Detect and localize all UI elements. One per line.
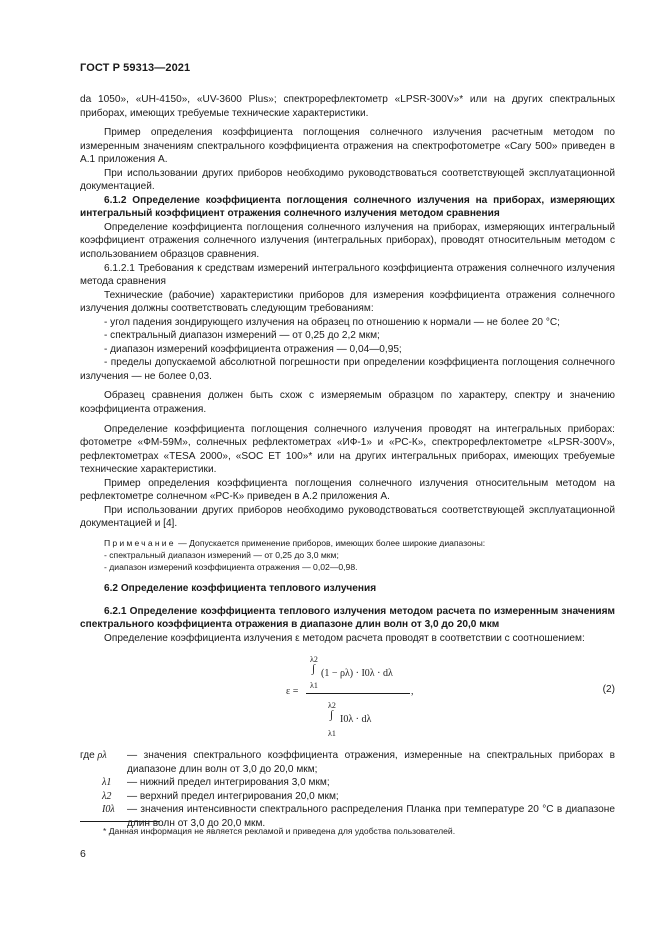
- paragraph: Пример определения коэффициента поглощения солнечного излучения относительным методом на рефлектометре солнечном «РС-К» приведен в А.2 приложения А.: [80, 477, 615, 503]
- numerator-expression: (1 − ρλ) · I0λ · dλ: [321, 668, 393, 680]
- paragraph: Пример определения коэффициента поглощения солнечного излучения расчетным методом по измеренным значениям спектрального коэффициента отражения на спектрофотометре «Cary 500» приведен в А.1 приложения А.: [80, 127, 615, 166]
- document-body: [80, 93, 615, 830]
- denominator-expression: I0λ · dλ: [340, 714, 372, 726]
- paragraph: Определение коэффициента поглощения солнечного излучения проводят на интегральных приборах: фотометре «ФМ-59М», солнечных рефлектометрах «ИФ-1» и «РС-К», спектрорефлектометре «LPSR-300V», рефлектометрах «TESA 2000», «SOC ET 100»* или на других интегральных приборах, имеющих требуемые технические характеристики.: [80, 423, 615, 476]
- paragraph: Определение коэффициента поглощения солнечного излучения на приборах, измеряющих интегральный коэффициент отражения солнечного излучения (интегральных приборах), проводят относительным методом с использованием образцов сравнения.: [80, 221, 615, 261]
- symbol-lambda2: λ2: [102, 790, 112, 802]
- symbol-I0lambda: I0λ: [102, 804, 115, 816]
- lower-limit: λ1: [310, 681, 318, 691]
- formula-2: [80, 647, 615, 749]
- footnote-separator: [80, 821, 160, 822]
- standard-header: ГОСТ Р 59313—2021: [80, 62, 191, 74]
- definition-row: [80, 749, 615, 776]
- list-item: - пределы допускаемой абсолютной погрешности при определении коэффициента поглощения солнечного излучения — не более 0,03.: [80, 357, 615, 382]
- definition-text: — значения спектрального коэффициента отражения, измеренные на спектральных приборах в диапазоне длин волн от 3,0 до 20,0 мкм;: [127, 750, 615, 775]
- equation-number: (2): [602, 684, 615, 696]
- definition-text: — значения интенсивности спектрального распределения Планка при температуре 20 °С в диапазоне длин волн от 3,0 до 20,0 мкм.: [127, 804, 615, 829]
- formula-lhs: ε =: [286, 686, 299, 698]
- list-item: - угол падения зондирующего излучения на образец по отношению к нормали — не более 20 °С;: [104, 316, 560, 328]
- definition-text: — верхний предел интегрирования 20,0 мкм;: [127, 790, 339, 802]
- note-list-item: - спектральный диапазон измерений — от 0,25 до 3,0 мкм;: [104, 549, 339, 560]
- upper-limit: λ2: [310, 655, 318, 665]
- symbol-lambda1: λ1: [102, 777, 112, 789]
- integral-sign: ∫: [312, 663, 316, 676]
- symbol-rho: ρλ: [97, 750, 107, 762]
- paragraph: Технические (рабочие) характеристики приборов для измерения коэффициента отражения солнечного излучения должны соответствовать следующим требованиям:: [80, 289, 615, 315]
- subsection-heading-6-1-2-1: 6.1.2.1 Требования к средствам измерений интегрального коэффициента отражения солнечного излучения метода сравнения: [80, 262, 615, 288]
- definitions: [80, 749, 615, 830]
- paragraph: При использовании других приборов необходимо руководствоваться соответствующей эксплуатационной документацией и [4].: [80, 504, 615, 530]
- list-item: - диапазон измерений коэффициента отражения — 0,04—0,95;: [104, 343, 402, 355]
- integral-sign: ∫: [330, 709, 334, 722]
- definition-row: [80, 790, 615, 804]
- section-heading-6-2-1: 6.2.1 Определение коэффициента теплового излучения методом расчета по измеренным значениям спектрального коэффициента отражения в диапазоне длин волн от 3,0 до 20,0 мкм: [80, 605, 615, 631]
- paragraph: Определение коэффициента излучения ε методом расчета проводят в соответствии с соотношением:: [104, 632, 585, 644]
- paragraph: da 1050», «UH-4150», «UV-3600 Plus»; спектрорефлектометр «LPSR-300V»* или на других спектральных приборах, имеющих требуемые технические характеристики.: [80, 94, 615, 119]
- list-item: - спектральный диапазон измерений — от 0,25 до 2,2 мкм;: [104, 330, 380, 342]
- lower-limit: λ1: [328, 729, 336, 739]
- footnote: * Данная информация не является рекламой и приведена для удобства пользователей.: [103, 826, 456, 836]
- upper-limit: λ2: [328, 701, 336, 711]
- where-label: [80, 749, 107, 763]
- page-number: 6: [80, 848, 86, 860]
- fraction-line: [306, 693, 410, 694]
- definition-row: [80, 776, 615, 790]
- note: [80, 537, 615, 549]
- note-list-item: - диапазон измерений коэффициента отражения — 0,02—0,98.: [104, 561, 358, 572]
- section-heading-6-2: 6.2 Определение коэффициента теплового излучения: [104, 582, 377, 594]
- note-label: Примечание: [104, 537, 176, 548]
- definition-text: — нижний предел интегрирования 3,0 мкм;: [127, 777, 330, 789]
- section-heading-6-1-2: 6.1.2 Определение коэффициента поглощения солнечного излучения на приборах, измеряющих интегральный коэффициент отражения солнечного излучения методом сравнения: [80, 194, 615, 220]
- where-word: где: [80, 750, 95, 762]
- note-text: — Допускается применение приборов, имеющих более широкие диапазоны:: [175, 537, 486, 548]
- formula-comma: ,: [411, 686, 414, 698]
- paragraph: Образец сравнения должен быть схож с измеряемым образцом по характеру, спектру и значению коэффициента отражения.: [80, 390, 615, 416]
- paragraph: При использовании других приборов необходимо руководствоваться соответствующей эксплуатационной документацией.: [80, 167, 615, 193]
